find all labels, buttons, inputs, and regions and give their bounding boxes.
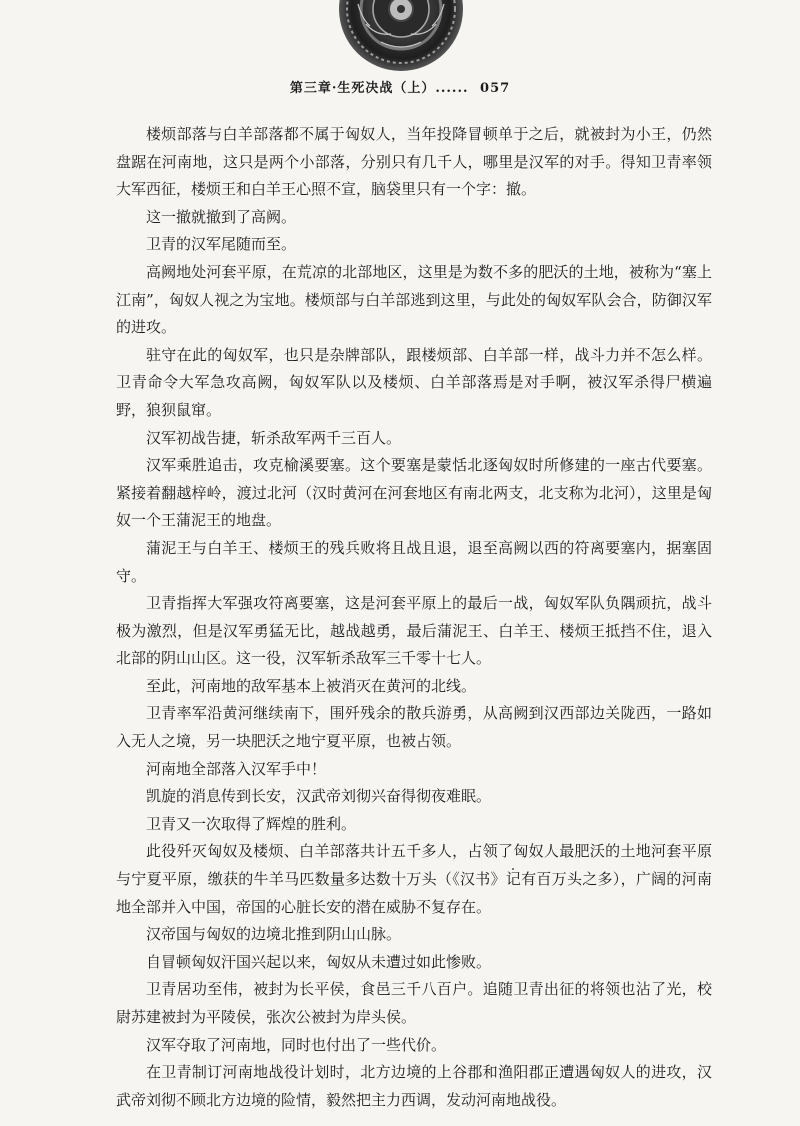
paragraph: 楼烦部落与白羊部落都不属于匈奴人，当年投降冒顿单于之后，就被封为小王，仍然盘踞在河南地，这只是两个小部落，分别只有几千人，哪里是汉军的对手。得知卫青率领大军西征，楼烦王和白羊王心照不宣，脑袋里只有一个字：撤。: [116, 125, 712, 199]
running-header: [0, 77, 800, 96]
paragraph: 蒲泥王与白羊王、楼烦王的残兵败将且战且退，退至高阙以西的符离要塞内，据塞固守。: [116, 538, 712, 585]
paragraph: 卫青的汉军尾随而至。: [146, 235, 297, 254]
paragraph: 汉帝国与匈奴的边境北推到阴山山脉。: [146, 925, 402, 944]
page-number: 057: [480, 81, 511, 96]
paragraph: 凯旋的消息传到长安，汉武帝刘彻兴奋得彻夜难眠。: [146, 787, 492, 806]
scan-speck: [512, 868, 514, 870]
paragraph: 汉军夺取了河南地，同时也付出了一些代价。: [146, 1035, 447, 1054]
paragraph: 汉军乘胜追击，攻克榆溪要塞。这个要塞是蒙恬北逐匈奴时所修建的一座古代要塞。紧接着翻越梓岭，渡过北河（汉时黄河在河套地区有南北两支，北支称为北河），这里是匈奴一个王蒲泥王的地盘。: [116, 456, 712, 530]
paragraph: 自冒顿匈奴汗国兴起以来，匈奴从未遭过如此惨败。: [146, 952, 492, 971]
body-text: [116, 121, 712, 1114]
paragraph: 此役歼灭匈奴及楼烦、白羊部落共计五千多人，占领了匈奴人最肥沃的土地河套平原与宁夏平原，缴获的牛羊马匹数量多达数十万头（《汉书》记有百万头之多），广阔的河南地全部并入中国，帝国的心脏长安的潜在威胁不复存在。: [116, 842, 712, 916]
paragraph: 卫青居功至伟，被封为长平侯，食邑三千八百户。追随卫青出征的将领也沾了光，校尉苏建被封为平陵侯，张次公被封为岸头侯。: [116, 980, 712, 1026]
paragraph: 汉军初战告捷，斩杀敌军两千三百人。: [146, 428, 402, 447]
paragraph: 在卫青制订河南地战役计划时，北方边境的上谷郡和渔阳郡正遭遇匈奴人的进攻，汉武帝刘彻不顾北方边境的险情，毅然把主力西调，发动河南地战役。: [116, 1063, 712, 1109]
paragraph: 这一撤就撤到了高阙。: [146, 207, 297, 226]
paragraph: 河南地全部落入汉军手中！: [146, 759, 327, 778]
paragraph: 卫青又一次取得了辉煌的胜利。: [146, 814, 357, 833]
paragraph: 卫青指挥大军强攻符离要塞，这是河套平原上的最后一战，匈奴军队负隅顽抗，战斗极为激烈，但是汉军勇猛无比，越战越勇，最后蒲泥王、白羊王、楼烦王抵挡不住，退入北部的阴山山区。这一役，汉军斩杀敌军三千零十七人。: [116, 594, 712, 668]
paragraph: 卫青率军沿黄河继续南下，围歼残余的散兵游勇，从高阙到汉西部边关陇西，一路如入无人之境，另一块肥沃之地宁夏平原，也被占领。: [116, 704, 712, 751]
paragraph: 高阙地处河套平原，在荒凉的北部地区，这里是为数不多的肥沃的土地，被称为“塞上江南”，匈奴人视之为宝地。楼烦部与白羊部逃到这里，与此处的匈奴军队会合，防御汉军的进攻。: [116, 262, 712, 337]
paragraph: 驻守在此的匈奴军，也只是杂牌部队，跟楼烦部、白羊部一样，战斗力并不怎么样。卫青命令大军急攻高阙，匈奴军队以及楼烦、白羊部落焉是对手啊，被汉军杀得尸横遍野，狼狈鼠窜。: [116, 345, 712, 419]
paragraph: 至此，河南地的敌军基本上被消灭在黄河的北线。: [146, 676, 477, 695]
chapter-title: 第三章·生死决战（上）......: [289, 81, 469, 96]
bronze-mirror-icon: [336, 0, 466, 74]
